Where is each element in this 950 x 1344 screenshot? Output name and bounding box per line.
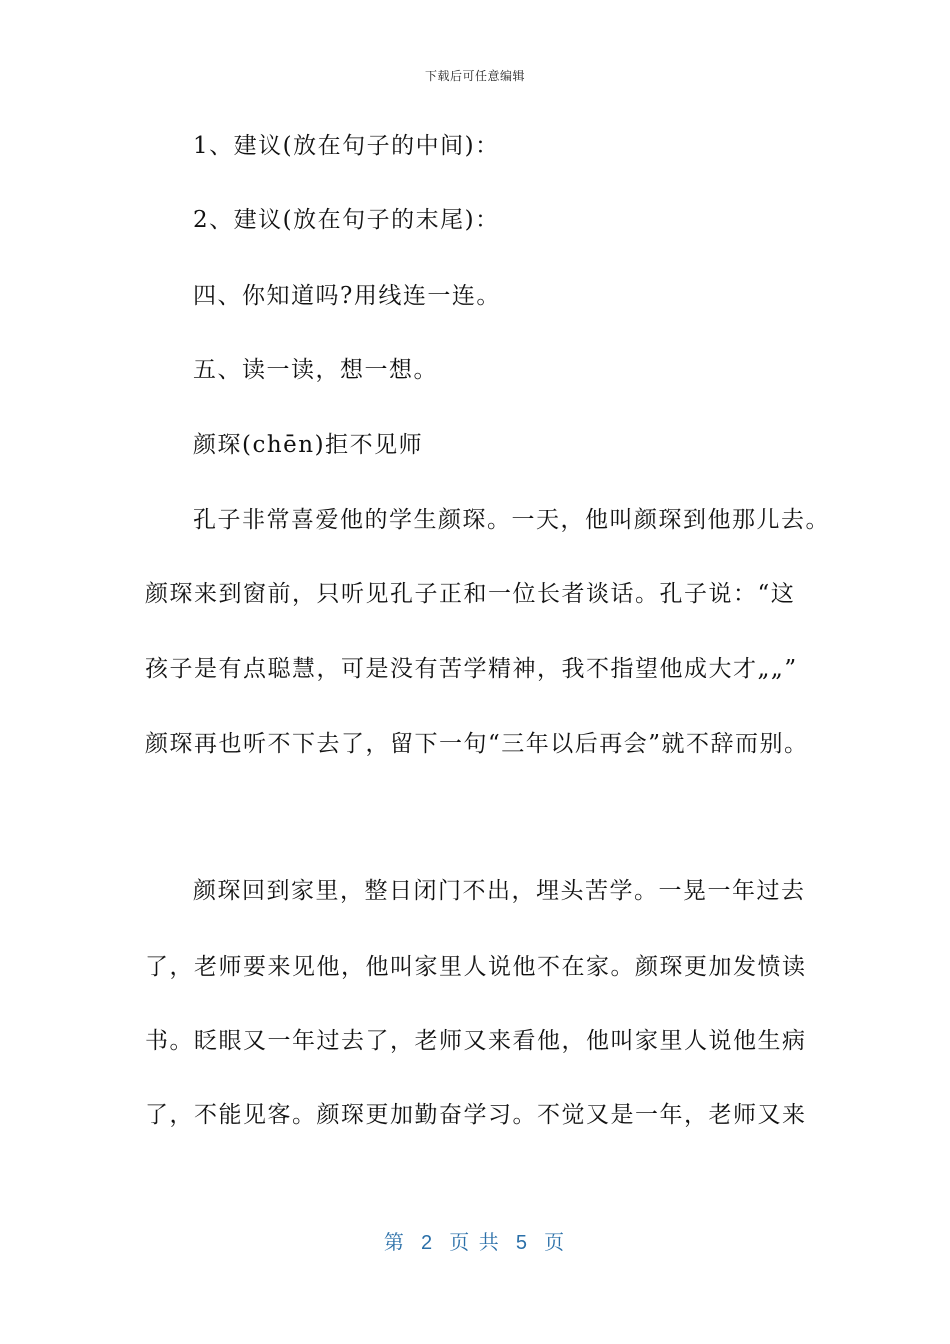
paragraph-line: 颜琛再也听不下去了，留下一句“三年以后再会”就不辞而别。 [145, 731, 809, 757]
section-five-heading: 五、读一读，想一想。 [193, 357, 438, 383]
item-suggestion-end: 2、建议(放在句子的末尾)： [193, 207, 500, 233]
paragraph-line: 颜琛来到窗前，只听见孔子正和一位长者谈话。孔子说：“这 [145, 581, 796, 607]
paragraph-line: 孔子非常喜爱他的学生颜琛。一天，他叫颜琛到他那儿去。 [193, 507, 830, 533]
paragraph-line: 孩子是有点聪慧，可是没有苦学精神，我不指望他成大才„„” [145, 656, 798, 682]
paragraph-line: 书。眨眼又一年过去了，老师又来看他，他叫家里人说他生病 [145, 1028, 807, 1054]
page-number-footer: 第 2 页 共 5 页 [383, 1232, 567, 1254]
page-header-note: 下载后可任意编辑 [424, 69, 525, 83]
paragraph-line: 了，老师要来见他，他叫家里人说他不在家。颜琛更加发愤读 [145, 954, 807, 980]
story-title: 颜琛(chēn)拒不见师 [193, 432, 424, 458]
section-four-heading: 四、你知道吗?用线连一连。 [193, 283, 501, 309]
item-suggestion-middle: 1、建议(放在句子的中间)： [193, 133, 500, 159]
paragraph-line: 了，不能见客。颜琛更加勤奋学习。不觉又是一年，老师又来 [145, 1102, 807, 1128]
paragraph-line: 颜琛回到家里，整日闭门不出，埋头苦学。一晃一年过去 [193, 878, 806, 904]
